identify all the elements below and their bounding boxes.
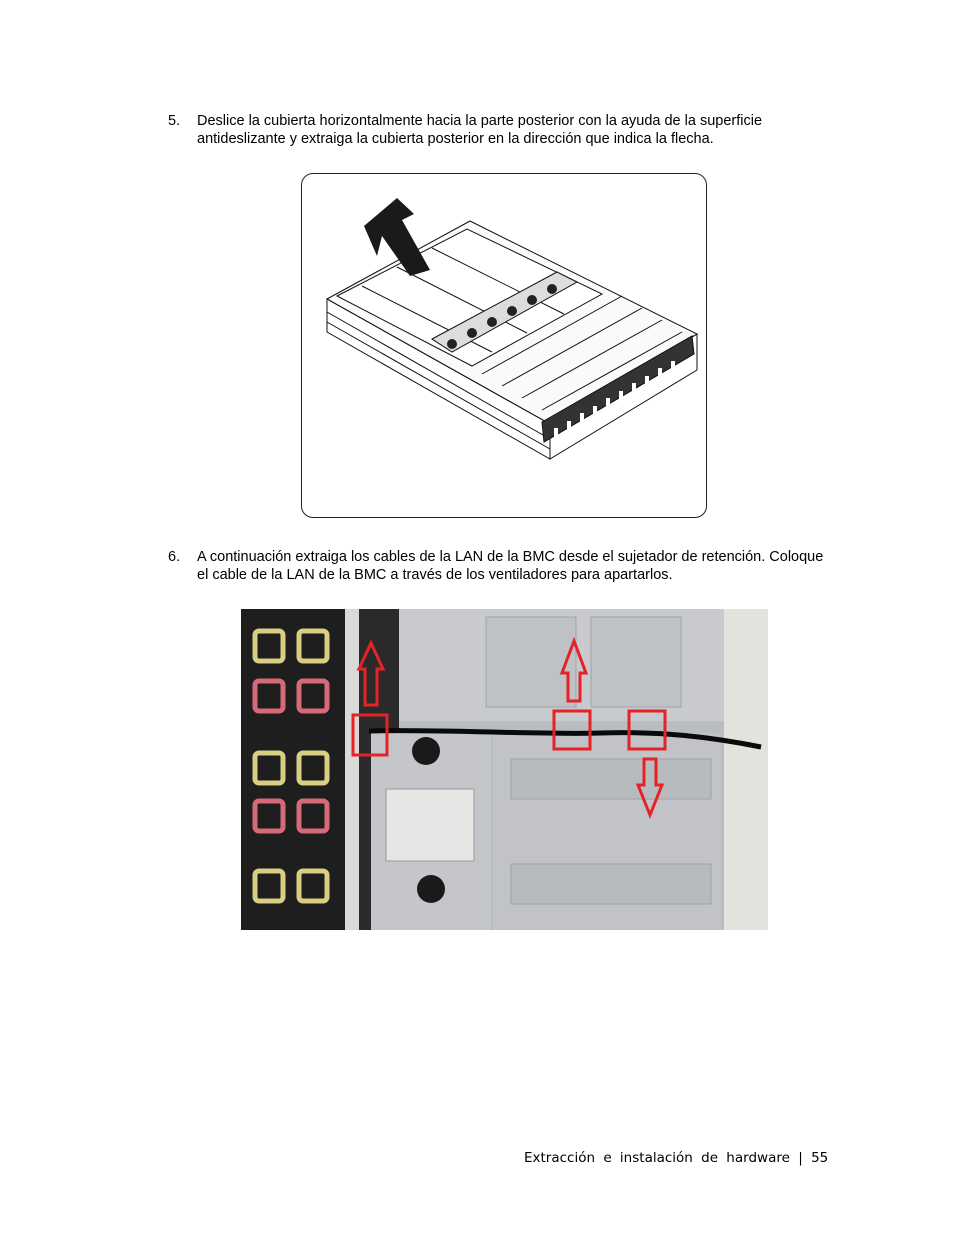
step-number: 5.	[168, 113, 181, 129]
step-text: A continuación extraiga los cables de la LAN de la BMC desde el sujetador de retención. Coloque el cable de la LAN de la BMC a través de los ventiladores para apartarlos.	[197, 549, 824, 583]
footer-section: Extracción e instalación de hardware	[524, 1150, 790, 1166]
page-footer	[524, 1150, 828, 1166]
page-number: 55	[811, 1150, 829, 1166]
step-text: Deslice la cubierta horizontalmente hacia la parte posterior con la ayuda de la superficie antideslizante y extraiga la cubierta posterior en la dirección que indica la flecha.	[197, 113, 763, 147]
footer-separator: |	[798, 1150, 803, 1166]
cover-removal-illustration	[301, 173, 707, 518]
step-number: 6.	[168, 549, 181, 565]
bmc-lan-cable-photo	[241, 609, 768, 930]
